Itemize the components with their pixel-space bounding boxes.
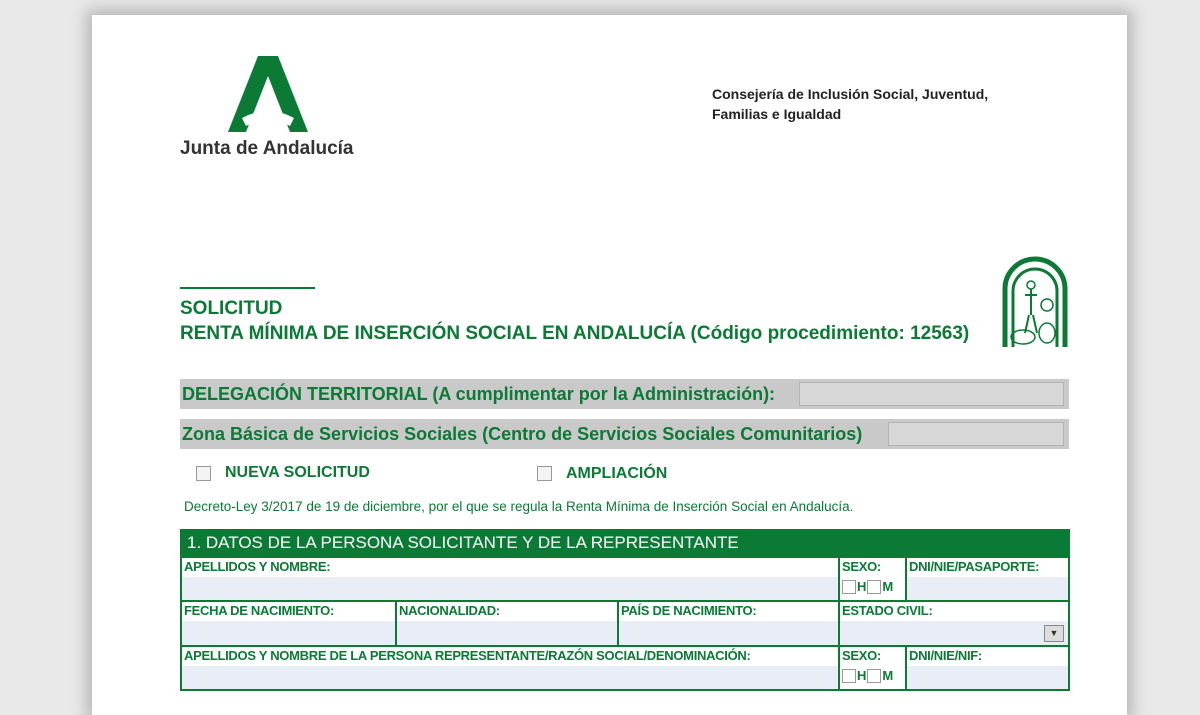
table-row xyxy=(182,645,1068,689)
decreto-text: Decreto-Ley 3/2017 de 19 de diciembre, por el que se regula la Renta Mínima de Inserción Social en Andalucía. xyxy=(184,499,854,514)
delegacion-row xyxy=(180,379,1069,409)
apellidos-label: APELLIDOS Y NOMBRE: xyxy=(184,559,331,574)
zona-field[interactable] xyxy=(888,422,1064,446)
pais-input[interactable] xyxy=(619,621,838,645)
dni-input[interactable] xyxy=(907,577,1068,600)
dni-nif-label: DNI/NIE/NIF: xyxy=(909,648,982,663)
sexo-rep-label: SEXO: xyxy=(842,648,881,663)
sexo-h-checkbox[interactable] xyxy=(842,580,856,594)
section1-table xyxy=(180,529,1070,691)
sexo-rep-m-label: M xyxy=(882,668,894,683)
logo-text: Junta de Andalucía xyxy=(180,138,354,159)
sexo-m-checkbox[interactable] xyxy=(867,580,881,594)
sexo-rep-h-label: H xyxy=(857,668,867,683)
fecha-cell xyxy=(182,602,397,645)
fecha-input[interactable] xyxy=(182,621,395,645)
nueva-solicitud-checkbox[interactable] xyxy=(196,466,211,481)
nacionalidad-input[interactable] xyxy=(397,621,617,645)
section1-header: 1. DATOS DE LA PERSONA SOLICITANTE Y DE LA REPRESENTANTE xyxy=(182,529,1068,556)
sexo-options xyxy=(842,579,893,594)
ampliacion-checkbox[interactable] xyxy=(537,466,552,481)
pais-cell xyxy=(619,602,840,645)
sexo-rep-h-checkbox[interactable] xyxy=(842,669,856,683)
representante-label: APELLIDOS Y NOMBRE DE LA PERSONA REPRESENTANTE/RAZÓN SOCIAL/DENOMINACIÓN: xyxy=(184,648,751,663)
table-row xyxy=(182,600,1068,645)
delegacion-label: DELEGACIÓN TERRITORIAL (A cumplimentar por la Administración): xyxy=(182,383,776,404)
title-rule xyxy=(180,287,315,289)
sexo-m-label: M xyxy=(882,579,894,594)
form-title: RENTA MÍNIMA DE INSERCIÓN SOCIAL EN ANDALUCÍA (Código procedimiento: 12563) xyxy=(180,323,970,344)
estado-civil-label: ESTADO CIVIL: xyxy=(842,603,933,618)
sexo-label: SEXO: xyxy=(842,559,881,574)
chevron-down-icon[interactable]: ▼ xyxy=(1044,625,1064,642)
nacionalidad-cell xyxy=(397,602,619,645)
dni-cell xyxy=(907,558,1068,600)
sexo-cell xyxy=(840,558,907,600)
dni-label: DNI/NIE/PASAPORTE: xyxy=(909,559,1040,574)
apellidos-input[interactable] xyxy=(182,577,838,600)
table-row xyxy=(182,556,1068,600)
zona-row xyxy=(180,419,1069,449)
sexo-h-label: H xyxy=(857,579,867,594)
estado-civil-select[interactable] xyxy=(840,621,1068,645)
fecha-label: FECHA DE NACIMIENTO: xyxy=(184,603,335,618)
form-type: SOLICITUD xyxy=(180,298,283,319)
consejeria xyxy=(712,84,988,124)
dni-nif-cell xyxy=(907,647,1068,689)
consejeria-line1: Consejería de Inclusión Social, Juventud, xyxy=(712,86,989,102)
apellidos-cell xyxy=(182,558,840,600)
nacionalidad-label: NACIONALIDAD: xyxy=(399,603,500,618)
sexo-rep-cell xyxy=(840,647,907,689)
nueva-solicitud-label: NUEVA SOLICITUD xyxy=(225,464,370,481)
consejeria-line2: Familias e Igualdad xyxy=(712,106,842,122)
andalucia-coat-of-arms-icon xyxy=(1001,255,1069,349)
delegacion-field[interactable] xyxy=(799,382,1064,406)
ampliacion-label: AMPLIACIÓN xyxy=(566,465,668,482)
zona-label: Zona Básica de Servicios Sociales (Centro de Servicios Sociales Comunitarios) xyxy=(182,423,863,444)
junta-logo-icon xyxy=(228,56,308,134)
pais-label: PAÍS DE NACIMIENTO: xyxy=(621,603,757,618)
estado-civil-cell xyxy=(840,602,1068,645)
sexo-rep-options xyxy=(842,668,893,683)
representante-cell xyxy=(182,647,840,689)
dni-nif-input[interactable] xyxy=(907,666,1068,689)
representante-input[interactable] xyxy=(182,666,838,689)
sexo-rep-m-checkbox[interactable] xyxy=(867,669,881,683)
